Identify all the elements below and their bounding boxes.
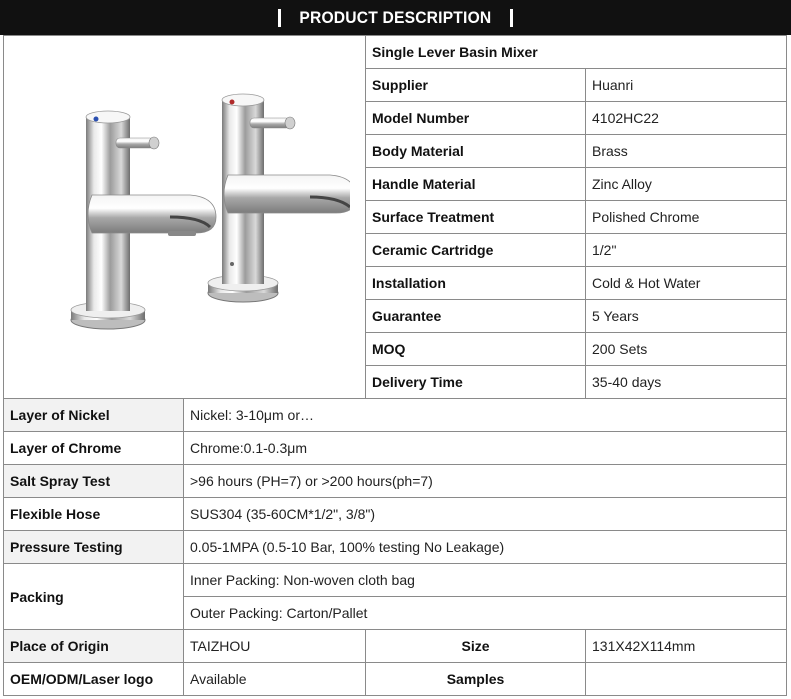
detail-value-pressure-testing: 0.05-1MPA (0.5-10 Bar, 100% testing No Leakage) bbox=[184, 531, 787, 564]
detail-value-chrome: Chrome:0.1-0.3μm bbox=[184, 432, 787, 465]
page-header bbox=[0, 0, 791, 35]
detail-value-flexible-hose: SUS304 (35-60CM*1/2", 3/8") bbox=[184, 498, 787, 531]
packing-label: Packing bbox=[4, 564, 184, 630]
table-row bbox=[4, 531, 787, 564]
table-row bbox=[4, 498, 787, 531]
packing-inner: Inner Packing: Non-woven cloth bag bbox=[184, 564, 787, 597]
table-row bbox=[4, 36, 787, 69]
detail-label-flexible-hose: Flexible Hose bbox=[4, 498, 184, 531]
spec-value-guarantee: 5 Years bbox=[586, 300, 787, 333]
detail-value-nickel: Nickel: 3-10μm or… bbox=[184, 399, 787, 432]
packing-outer: Outer Packing: Carton/Pallet bbox=[184, 597, 787, 630]
table-row bbox=[4, 465, 787, 498]
table-row bbox=[4, 630, 787, 663]
spec-label-guarantee: Guarantee bbox=[366, 300, 586, 333]
table-row bbox=[4, 399, 787, 432]
header-divider-left bbox=[278, 9, 281, 27]
spec-value-moq: 200 Sets bbox=[586, 333, 787, 366]
table-row bbox=[4, 663, 787, 696]
oem-value: Available bbox=[184, 663, 366, 696]
spec-label-supplier: Supplier bbox=[366, 69, 586, 102]
basin-mixer-taps-image bbox=[20, 67, 350, 367]
product-image-cell bbox=[4, 36, 366, 399]
size-value: 131X42X114mm bbox=[586, 630, 787, 663]
spec-value-surface-treatment: Polished Chrome bbox=[586, 201, 787, 234]
spec-label-moq: MOQ bbox=[366, 333, 586, 366]
spec-label-surface-treatment: Surface Treatment bbox=[366, 201, 586, 234]
spec-value-model-number: 4102HC22 bbox=[586, 102, 787, 135]
spec-label-body-material: Body Material bbox=[366, 135, 586, 168]
detail-label-salt-spray: Salt Spray Test bbox=[4, 465, 184, 498]
spec-value-delivery-time: 35-40 days bbox=[586, 366, 787, 399]
right-tap bbox=[208, 94, 350, 302]
spec-value-body-material: Brass bbox=[586, 135, 787, 168]
detail-value-salt-spray: >96 hours (PH=7) or >200 hours(ph=7) bbox=[184, 465, 787, 498]
detail-label-pressure-testing: Pressure Testing bbox=[4, 531, 184, 564]
spec-value-handle-material: Zinc Alloy bbox=[586, 168, 787, 201]
spec-label-model-number: Model Number bbox=[366, 102, 586, 135]
detail-label-nickel: Layer of Nickel bbox=[4, 399, 184, 432]
spec-label-ceramic-cartridge: Ceramic Cartridge bbox=[366, 234, 586, 267]
spec-label-handle-material: Handle Material bbox=[366, 168, 586, 201]
spec-label-installation: Installation bbox=[366, 267, 586, 300]
oem-label: OEM/ODM/Laser logo bbox=[4, 663, 184, 696]
spec-value-installation: Cold & Hot Water bbox=[586, 267, 787, 300]
product-spec-table bbox=[3, 35, 787, 696]
origin-value: TAIZHOU bbox=[184, 630, 366, 663]
header-divider-right bbox=[510, 9, 513, 27]
page-title: PRODUCT DESCRIPTION bbox=[299, 7, 492, 27]
product-name: Single Lever Basin Mixer bbox=[366, 36, 787, 69]
samples-label: Samples bbox=[366, 663, 586, 696]
spec-label-delivery-time: Delivery Time bbox=[366, 366, 586, 399]
size-label: Size bbox=[366, 630, 586, 663]
left-tap bbox=[71, 111, 216, 329]
spec-value-ceramic-cartridge: 1/2" bbox=[586, 234, 787, 267]
origin-label: Place of Origin bbox=[4, 630, 184, 663]
samples-value bbox=[586, 663, 787, 696]
detail-label-chrome: Layer of Chrome bbox=[4, 432, 184, 465]
table-row bbox=[4, 432, 787, 465]
spec-value-supplier: Huanri bbox=[586, 69, 787, 102]
table-row bbox=[4, 564, 787, 597]
